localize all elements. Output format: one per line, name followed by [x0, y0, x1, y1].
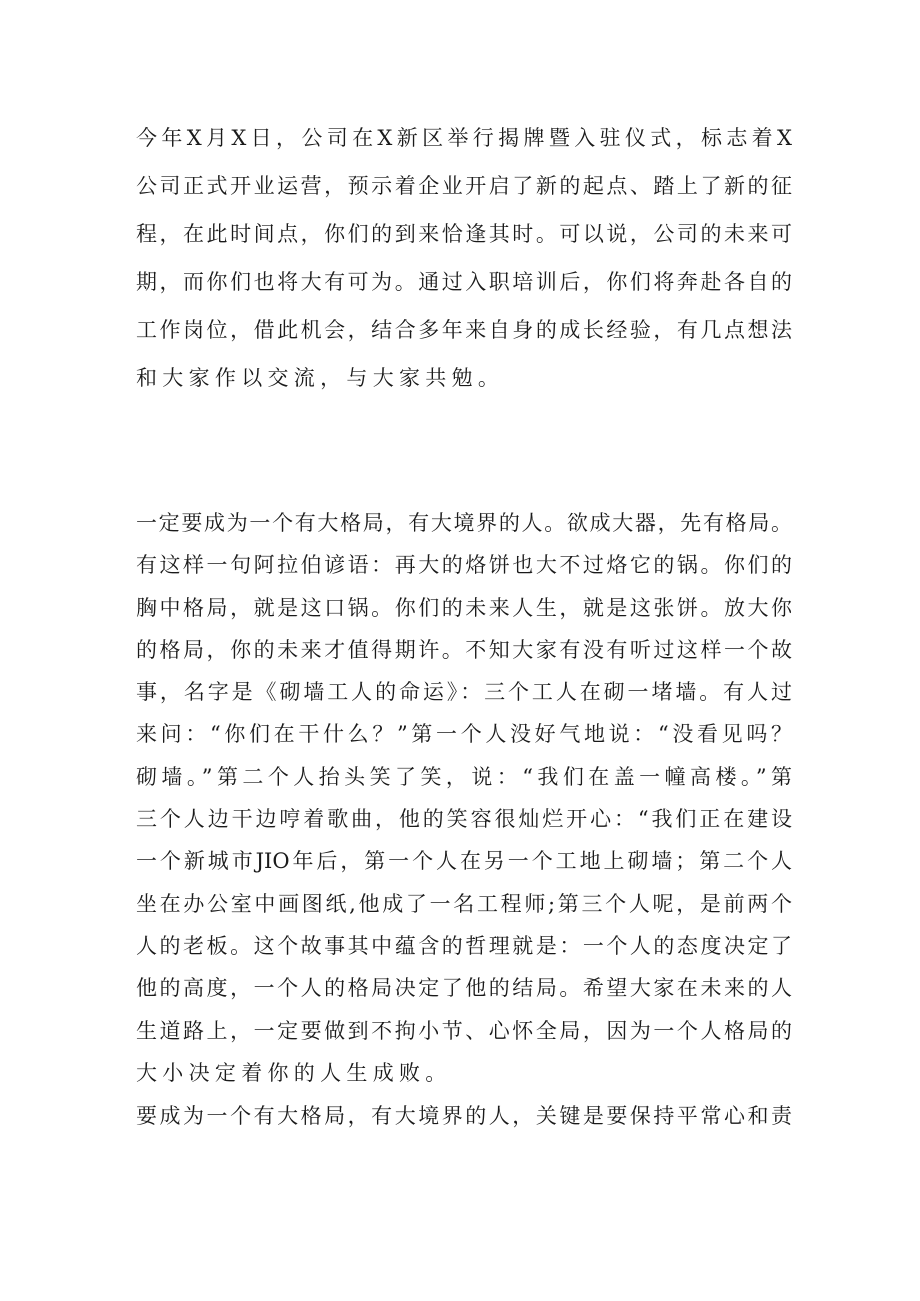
text-line: 生道路上，一定要做到不拘小节、心怀全局，因为一个人格局的 — [136, 1018, 792, 1043]
paragraph-big-vision — [136, 507, 792, 1099]
text-line: 来问：“你们在干什么？”第一个人没好气地说：“没看见吗？ — [136, 722, 792, 747]
text-line: 胸中格局，就是这口锅。你们的未来人生，就是这张饼。放大你 — [136, 595, 792, 620]
text-line: 一个新城市JIO年后，第一个人在另一个工地上砌墙；第二个人 — [136, 849, 792, 874]
text-line: 有这样一句阿拉伯谚语：再大的烙饼也大不过烙它的锅。你们的 — [136, 553, 792, 578]
text-line: 大小决定着你的人生成败。 — [136, 1060, 452, 1085]
text-line: 砌墙。”第二个人抬头笑了笑，说：“我们在盖一幢高楼。”第 — [136, 764, 792, 789]
text-line: 公司正式开业运营，预示着企业开启了新的起点、踏上了新的征 — [136, 174, 792, 198]
text-line: 今年X月X日，公司在X新区举行揭牌暨入驻仪式，标志着X — [136, 126, 792, 150]
text-line: 一定要成为一个有大格局，有大境界的人。欲成大器，先有格局。 — [136, 511, 792, 535]
text-line: 三个人边干边哼着歌曲，他的笑容很灿烂开心：“我们正在建设 — [136, 807, 792, 832]
text-line: 和大家作以交流，与大家共勉。 — [136, 366, 505, 390]
text-line: 事，名字是《砌墙工人的命运》：三个工人在砌一堵墙。有人过 — [136, 680, 792, 705]
text-line: 期，而你们也将大有可为。通过入职培训后，你们将奔赴各自的 — [136, 270, 792, 294]
text-line: 坐在办公室中画图纸,他成了一名工程师;第三个人呢，是前两个 — [136, 891, 792, 916]
text-line: 他的高度，一个人的格局决定了他的结局。希望大家在未来的人 — [136, 976, 792, 1001]
text-line: 工作岗位，借此机会，结合多年来自身的成长经验，有几点想法 — [136, 318, 792, 342]
paragraph-continuation — [136, 1100, 792, 1128]
text-line: 的格局，你的未来才值得期许。不知大家有没有听过这样一个故 — [136, 637, 792, 662]
text-line: 要成为一个有大格局，有大境界的人，关键是要保持平常心和责 — [136, 1104, 792, 1128]
paragraph-intro — [136, 122, 792, 410]
text-line: 人的老板。这个故事其中蕴含的哲理就是：一个人的态度决定了 — [136, 933, 792, 958]
text-line: 程，在此时间点，你们的到来恰逢其时。可以说，公司的未来可 — [136, 222, 792, 246]
